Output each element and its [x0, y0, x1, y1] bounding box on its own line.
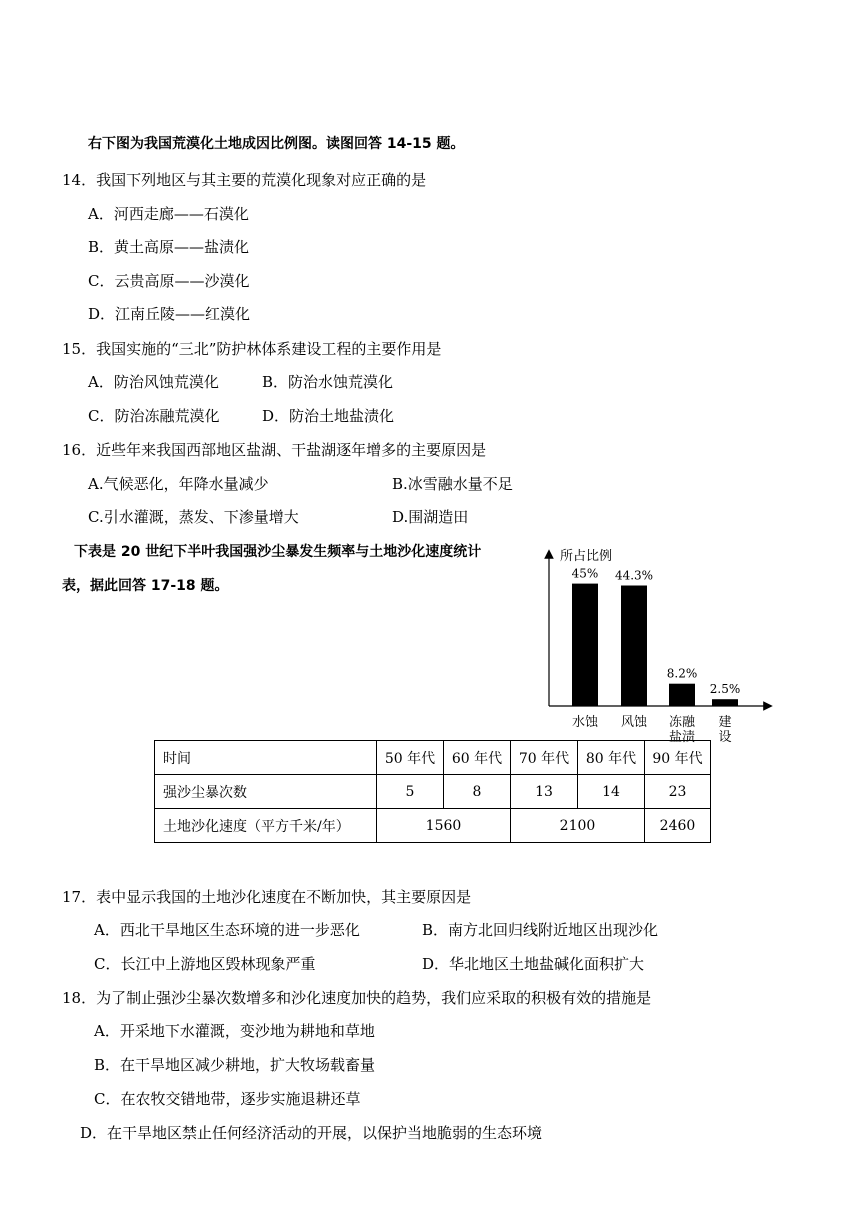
q18-option-b: B．在干旱地区减少耕地，扩大牧场载畜量: [94, 1056, 376, 1074]
question-16-stem: 16．近些年来我国西部地区盐湖、干盐湖逐年增多的主要原因是: [62, 441, 487, 459]
x-tick-label: 冻融: [668, 715, 696, 730]
table-header-cell: 时间: [155, 741, 377, 775]
table-row: [155, 775, 711, 809]
bar-value-label: 45%: [571, 566, 599, 581]
bar-value-label: 2.5%: [709, 682, 741, 697]
table-row-label: 土地沙化速度（平方千米/年）: [155, 809, 377, 843]
table-cell: 1560: [377, 809, 511, 843]
q16-option-a: A.气候恶化，年降水量减少: [88, 475, 269, 493]
desertification-cause-bar-chart: [530, 540, 780, 745]
table-cell: 14: [578, 775, 645, 809]
table-header-cell: 90 年代: [645, 741, 711, 775]
question-17-stem: 17．表中显示我国的土地沙化速度在不断加快，其主要原因是: [62, 888, 472, 906]
table-row-label: 强沙尘暴次数: [155, 775, 377, 809]
question-18-stem: 18．为了制止强沙尘暴次数增多和沙化速度加快的趋势，我们应采取的积极有效的措施是: [62, 989, 652, 1007]
question-15-stem: 15．我国实施的“三北”防护林体系建设工程的主要作用是: [62, 340, 442, 358]
q18-option-d: D．在干旱地区禁止任何经济活动的开展，以保护当地脆弱的生态环境: [80, 1124, 543, 1142]
table-cell: 2460: [645, 809, 711, 843]
q16-option-d: D.围湖造田: [392, 508, 469, 526]
x-tick-label: 风蚀: [620, 715, 648, 730]
table-header-cell: 50 年代: [377, 741, 444, 775]
intro-text-17-18-line2: 表，据此回答 17-18 题。: [62, 578, 229, 594]
q14-option-c: C．云贵高原——沙漠化: [88, 272, 250, 290]
x-tick-label: 盐渍: [668, 730, 696, 745]
q17-option-c: C．长江中上游地区毁林现象严重: [94, 955, 316, 973]
q15-option-c: C．防治冻融荒漠化: [88, 407, 220, 425]
q16-option-b: B.冰雪融水量不足: [392, 475, 513, 493]
q17-option-b: B．南方北回归线附近地区出现沙化: [422, 921, 659, 939]
table-header-cell: 80 年代: [578, 741, 645, 775]
q16-option-c: C.引水灌溉，蒸发、下渗量增大: [88, 508, 299, 526]
x-tick-label: 建: [718, 715, 732, 730]
table-header-cell: 60 年代: [444, 741, 511, 775]
x-tick-label: 设: [718, 730, 732, 745]
table-cell: 13: [511, 775, 578, 809]
q17-option-a: A．西北干旱地区生态环境的进一步恶化: [94, 921, 360, 939]
bar-4: [712, 699, 738, 706]
q18-option-c: C．在农牧交错地带，逐步实施退耕还草: [94, 1090, 361, 1108]
bar-value-label: 44.3%: [614, 568, 654, 583]
question-14-stem: 14．我国下列地区与其主要的荒漠化现象对应正确的是: [62, 171, 427, 189]
q15-option-a: A．防治风蚀荒漠化: [88, 373, 219, 391]
sandstorm-statistics-table: [154, 740, 711, 843]
intro-text-17-18-line1: 下表是 20 世纪下半叶我国强沙尘暴发生频率与土地沙化速度统计: [74, 544, 482, 560]
table-cell: 5: [377, 775, 444, 809]
q14-option-d: D．江南丘陵——红漠化: [88, 305, 251, 323]
q15-option-d: D．防治土地盐渍化: [262, 407, 395, 425]
table-header-row: [155, 741, 711, 775]
table-cell: 2100: [511, 809, 645, 843]
bar-2: [621, 586, 647, 706]
bar-3: [669, 684, 695, 706]
intro-text-14-15: 右下图为我国荒漠化土地成因比例图。读图回答 14-15 题。: [88, 136, 465, 152]
table-cell: 23: [645, 775, 711, 809]
x-tick-label: 水蚀: [571, 715, 599, 730]
chart-title: 所占比例: [560, 549, 613, 564]
bar-value-label: 8.2%: [666, 666, 698, 681]
q14-option-a: A．河西走廊——石漠化: [88, 205, 249, 223]
q14-option-b: B．黄土高原——盐渍化: [88, 238, 250, 256]
table-cell: 8: [444, 775, 511, 809]
q18-option-a: A．开采地下水灌溉，变沙地为耕地和草地: [94, 1022, 375, 1040]
bar-1: [572, 584, 598, 706]
q15-option-b: B．防治水蚀荒漠化: [262, 373, 394, 391]
table-header-cell: 70 年代: [511, 741, 578, 775]
table-row: [155, 809, 711, 843]
q17-option-d: D．华北地区土地盐碱化面积扩大: [422, 955, 645, 973]
